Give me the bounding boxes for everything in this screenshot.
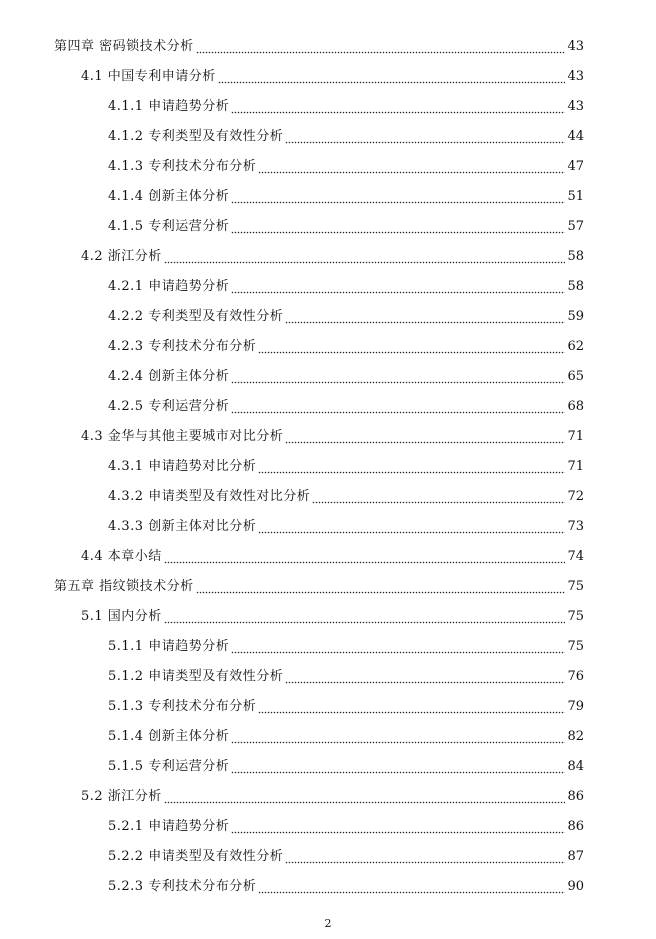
toc-section-entry[interactable] xyxy=(0,242,656,272)
toc-subsection-entry[interactable] xyxy=(0,872,656,902)
toc-entry-title: 4.2.1 申请趋势分析 xyxy=(108,279,230,294)
toc-entry-page: 79 xyxy=(567,699,584,714)
toc-entry-title: 4.2.4 创新主体分析 xyxy=(108,369,230,384)
dot-leader xyxy=(231,730,565,744)
toc-entry-page: 82 xyxy=(567,729,584,744)
dot-leader xyxy=(164,250,566,264)
toc-entry-page: 73 xyxy=(567,519,584,534)
toc-entry-page: 43 xyxy=(567,69,584,84)
toc-entry-page: 59 xyxy=(567,309,584,324)
dot-leader xyxy=(285,670,565,684)
toc-subsection-entry[interactable] xyxy=(0,722,656,752)
dot-leader xyxy=(196,580,566,594)
dot-leader xyxy=(258,880,565,894)
toc-section-entry[interactable] xyxy=(0,782,656,812)
dot-leader xyxy=(164,790,566,804)
toc-entry-title: 5.1 国内分析 xyxy=(81,609,162,624)
toc-entry-title: 5.2.3 专利技术分布分析 xyxy=(108,879,257,894)
toc-entry-title: 5.2.2 申请类型及有效性分析 xyxy=(108,849,284,864)
toc-subsection-entry[interactable] xyxy=(0,752,656,782)
toc-entry-title: 4.2.2 专利类型及有效性分析 xyxy=(108,309,284,324)
toc-entry-title: 4.3.1 申请趋势对比分析 xyxy=(108,459,257,474)
toc-section-entry[interactable] xyxy=(0,602,656,632)
toc-entry-title: 4.3.2 申请类型及有效性对比分析 xyxy=(108,489,311,504)
toc-entry-page: 72 xyxy=(567,489,584,504)
toc-entry-page: 68 xyxy=(567,399,584,414)
dot-leader xyxy=(231,760,565,774)
toc-subsection-entry[interactable] xyxy=(0,662,656,692)
toc-entry-title: 4.2.5 专利运营分析 xyxy=(108,399,230,414)
toc-subsection-entry[interactable] xyxy=(0,212,656,242)
dot-leader xyxy=(258,160,565,174)
toc-entry-title: 5.1.4 创新主体分析 xyxy=(108,729,230,744)
dot-leader xyxy=(231,400,565,414)
dot-leader xyxy=(312,490,565,504)
toc-entry-title: 4.4 本章小结 xyxy=(81,549,162,564)
toc-entry-page: 51 xyxy=(567,189,584,204)
dot-leader xyxy=(231,100,565,114)
toc-subsection-entry[interactable] xyxy=(0,842,656,872)
dot-leader xyxy=(231,640,565,654)
dot-leader xyxy=(258,460,565,474)
toc-entry-page: 43 xyxy=(567,99,584,114)
dot-leader xyxy=(231,820,565,834)
toc-entry-page: 57 xyxy=(567,219,584,234)
toc-subsection-entry[interactable] xyxy=(0,452,656,482)
toc-entry-page: 71 xyxy=(567,459,584,474)
toc-entry-page: 58 xyxy=(567,249,584,264)
toc-section-entry[interactable] xyxy=(0,62,656,92)
dot-leader xyxy=(231,280,565,294)
dot-leader xyxy=(285,310,565,324)
toc-subsection-entry[interactable] xyxy=(0,332,656,362)
toc-subsection-entry[interactable] xyxy=(0,512,656,542)
toc-entry-page: 86 xyxy=(567,789,584,804)
toc-entry-title: 5.1.1 申请趋势分析 xyxy=(108,639,230,654)
toc-subsection-entry[interactable] xyxy=(0,812,656,842)
toc-subsection-entry[interactable] xyxy=(0,482,656,512)
toc-subsection-entry[interactable] xyxy=(0,272,656,302)
dot-leader xyxy=(258,520,565,534)
toc-subsection-entry[interactable] xyxy=(0,182,656,212)
toc-subsection-entry[interactable] xyxy=(0,92,656,122)
toc-entry-title: 5.1.5 专利运营分析 xyxy=(108,759,230,774)
toc-entry-title: 4.1.1 申请趋势分析 xyxy=(108,99,230,114)
toc-entry-title: 第五章 指纹锁技术分析 xyxy=(54,579,194,594)
dot-leader xyxy=(231,190,565,204)
toc-entry-page: 75 xyxy=(567,609,584,624)
toc-entry-title: 4.1.3 专利技术分布分析 xyxy=(108,159,257,174)
dot-leader xyxy=(196,40,566,54)
toc-entry-page: 44 xyxy=(567,129,584,144)
toc-subsection-entry[interactable] xyxy=(0,152,656,182)
toc-entry-title: 4.1.5 专利运营分析 xyxy=(108,219,230,234)
dot-leader xyxy=(231,370,565,384)
toc-subsection-entry[interactable] xyxy=(0,692,656,722)
dot-leader xyxy=(258,700,565,714)
dot-leader xyxy=(285,130,565,144)
toc-entry-page: 87 xyxy=(567,849,584,864)
dot-leader xyxy=(285,850,565,864)
toc-entry-page: 58 xyxy=(567,279,584,294)
toc-entry-title: 4.3 金华与其他主要城市对比分析 xyxy=(81,429,284,444)
dot-leader xyxy=(164,610,566,624)
toc-entry-title: 4.1.2 专利类型及有效性分析 xyxy=(108,129,284,144)
table-of-contents xyxy=(0,32,656,902)
toc-entry-page: 74 xyxy=(567,549,584,564)
toc-entry-title: 4.2.3 专利技术分布分析 xyxy=(108,339,257,354)
toc-entry-page: 84 xyxy=(567,759,584,774)
toc-subsection-entry[interactable] xyxy=(0,302,656,332)
toc-section-entry[interactable] xyxy=(0,422,656,452)
toc-entry-page: 65 xyxy=(567,369,584,384)
dot-leader xyxy=(285,430,565,444)
toc-section-entry[interactable] xyxy=(0,542,656,572)
toc-entry-page: 90 xyxy=(567,879,584,894)
toc-chapter-entry[interactable] xyxy=(0,32,656,62)
toc-subsection-entry[interactable] xyxy=(0,362,656,392)
page-number: 2 xyxy=(324,917,332,930)
toc-entry-title: 5.2 浙江分析 xyxy=(81,789,162,804)
toc-entry-page: 86 xyxy=(567,819,584,834)
toc-entry-page: 47 xyxy=(567,159,584,174)
toc-entry-title: 5.1.3 专利技术分布分析 xyxy=(108,699,257,714)
toc-subsection-entry[interactable] xyxy=(0,122,656,152)
dot-leader xyxy=(258,340,565,354)
dot-leader xyxy=(218,70,566,84)
toc-entry-title: 5.1.2 申请类型及有效性分析 xyxy=(108,669,284,684)
toc-entry-page: 75 xyxy=(567,639,584,654)
dot-leader xyxy=(164,550,566,564)
toc-chapter-entry[interactable] xyxy=(0,572,656,602)
toc-entry-title: 第四章 密码锁技术分析 xyxy=(54,39,194,54)
toc-entry-page: 43 xyxy=(567,39,584,54)
toc-subsection-entry[interactable] xyxy=(0,392,656,422)
toc-entry-page: 76 xyxy=(567,669,584,684)
toc-entry-title: 4.1.4 创新主体分析 xyxy=(108,189,230,204)
toc-subsection-entry[interactable] xyxy=(0,632,656,662)
toc-entry-page: 71 xyxy=(567,429,584,444)
toc-entry-title: 4.1 中国专利申请分析 xyxy=(81,69,216,84)
toc-entry-title: 5.2.1 申请趋势分析 xyxy=(108,819,230,834)
toc-entry-title: 4.3.3 创新主体对比分析 xyxy=(108,519,257,534)
toc-entry-page: 62 xyxy=(567,339,584,354)
toc-entry-title: 4.2 浙江分析 xyxy=(81,249,162,264)
dot-leader xyxy=(231,220,565,234)
toc-entry-page: 75 xyxy=(567,579,584,594)
